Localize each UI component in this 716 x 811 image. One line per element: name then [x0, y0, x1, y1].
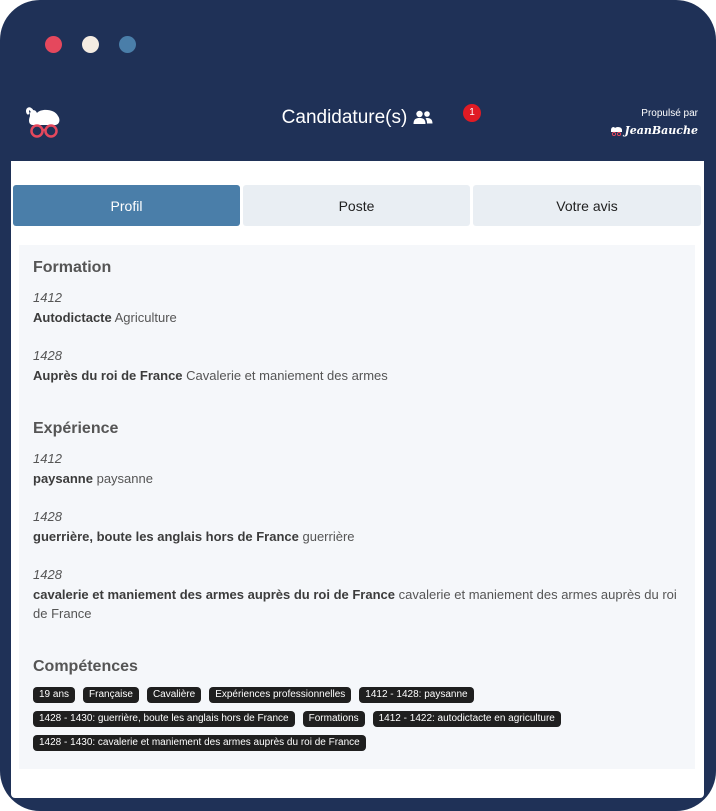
tab-bar: [13, 185, 701, 226]
brand-text: JeanBauche: [624, 124, 698, 137]
powered-by[interactable]: [610, 108, 698, 141]
app-header: [11, 92, 704, 161]
window-close-button[interactable]: [45, 36, 62, 53]
skill-chip: 1428 - 1430: guerrière, boute les anglais hors de France: [33, 711, 295, 727]
page-title: [11, 107, 704, 131]
entry-year: 1412: [33, 451, 62, 466]
skill-chip: Formations: [303, 711, 365, 727]
entry-year: 1428: [33, 567, 62, 582]
skill-chip: 19 ans: [33, 687, 75, 703]
experience-entry: [33, 565, 681, 623]
skill-chip: 1412 - 1428: paysanne: [359, 687, 473, 703]
entry-description: [33, 308, 681, 327]
skill-chip: 1428 - 1430: cavalerie et maniement des armes auprès du roi de France: [33, 735, 366, 751]
tab-votre-avis[interactable]: Votre avis: [473, 185, 701, 226]
people-icon: [413, 109, 433, 131]
entry-year: 1412: [33, 290, 62, 305]
brand-logo-icon: [610, 126, 623, 136]
entry-title: paysanne: [33, 471, 93, 486]
skill-chip: Expériences professionnelles: [209, 687, 351, 703]
entry-description: [33, 469, 681, 488]
skill-chip: Française: [83, 687, 139, 703]
entry-detail: Agriculture: [111, 310, 177, 325]
entry-title: Auprès du roi de France: [33, 368, 183, 383]
experience-title: Expérience: [33, 420, 119, 437]
tab-poste[interactable]: Poste: [243, 185, 470, 226]
page-title-text: Candidature(s): [281, 107, 408, 128]
formation-entry: [33, 288, 681, 327]
skill-chip: 1412 - 1422: autodictacte en agriculture: [373, 711, 561, 727]
skill-chip: Cavalière: [147, 687, 201, 703]
skills-list: [33, 687, 593, 751]
entry-detail: guerrière: [298, 529, 355, 544]
window-zoom-button[interactable]: [119, 36, 136, 53]
formation-entry: [33, 346, 681, 385]
profile-panel: [19, 245, 695, 769]
entry-title: guerrière, boute les anglais hors de France: [33, 529, 299, 544]
powered-by-label: Propulsé par: [641, 108, 698, 119]
entry-detail: Cavalerie et maniement des armes: [182, 368, 388, 383]
entry-description: [33, 366, 681, 385]
notification-badge[interactable]: 1: [463, 104, 481, 122]
tab-profil[interactable]: Profil: [13, 185, 240, 226]
entry-title: cavalerie et maniement des armes auprès du roi de France: [33, 587, 395, 602]
entry-description: [33, 527, 681, 546]
app-screen: [11, 92, 704, 798]
entry-description: [33, 585, 681, 623]
entry-detail: cavalerie et maniement des armes auprès du roi de France: [33, 587, 677, 621]
entry-year: 1428: [33, 348, 62, 363]
formation-title: Formation: [33, 259, 112, 276]
competences-title: Compétences: [33, 658, 138, 675]
brand-name: [610, 124, 698, 137]
window-minimize-button[interactable]: [82, 36, 99, 53]
experience-entry: [33, 507, 681, 546]
entry-title: Autodictacte: [33, 310, 112, 325]
experience-entry: [33, 449, 681, 488]
entry-year: 1428: [33, 509, 62, 524]
entry-detail: paysanne: [92, 471, 153, 486]
